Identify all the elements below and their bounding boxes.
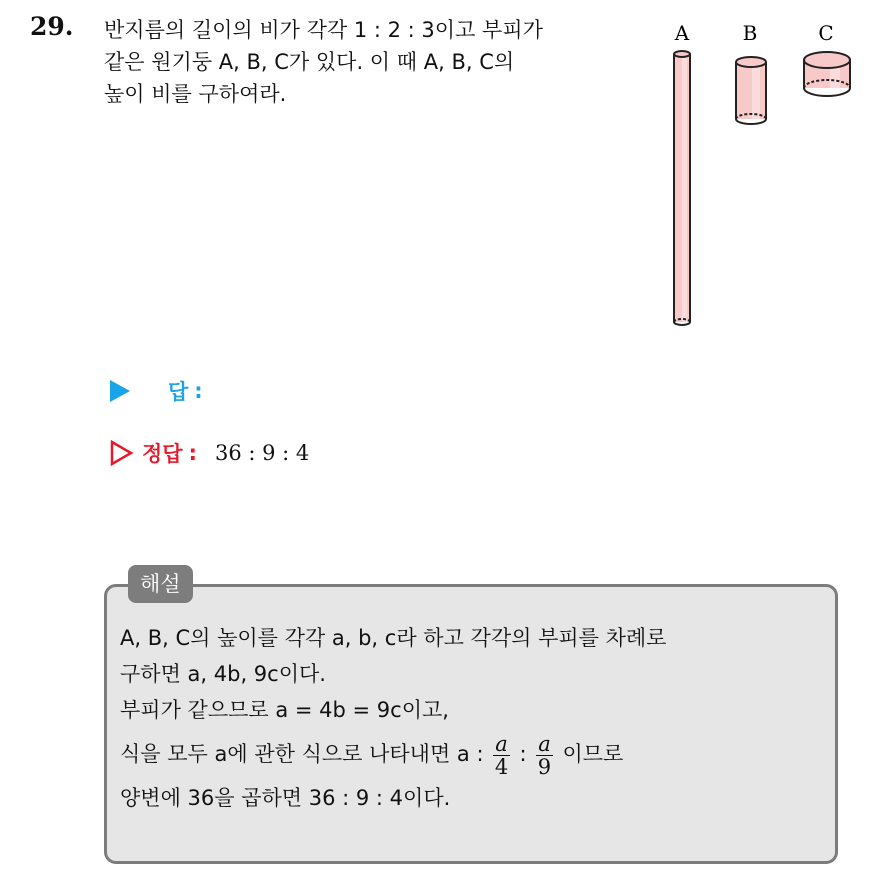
cylinder-a: [674, 51, 690, 325]
correct-answer-label: 정답: [142, 442, 183, 466]
explanation-line-fraction: [120, 728, 830, 780]
label-a: A: [674, 21, 690, 45]
label-c: C: [818, 21, 834, 45]
explanation-text: [120, 620, 830, 816]
question-line: 같은 원기둥 A, B, C가 있다. 이 때 A, B, C의: [104, 50, 515, 74]
frac1-denominator: 4: [494, 754, 509, 779]
line4-suffix: 이므로: [562, 742, 624, 766]
answer-input-row: [110, 376, 203, 406]
correct-answer-row: [110, 438, 309, 468]
answer-label: 답: [168, 380, 189, 404]
fraction-a-over-9: [536, 733, 553, 778]
explanation-tag: 해설: [128, 565, 193, 603]
play-arrow-icon: [110, 380, 130, 402]
label-b: B: [742, 21, 758, 45]
question-line: 높이 비를 구하여라.: [104, 82, 287, 106]
explanation-line: 양변에 36을 곱하면 36 : 9 : 4이다.: [120, 786, 451, 810]
frac2-denominator: 9: [537, 754, 552, 779]
outline-arrow-icon: [110, 440, 134, 466]
question-number: 29.: [30, 12, 74, 41]
cylinder-b: [736, 57, 766, 124]
answer-colon: :: [194, 379, 203, 403]
explanation-line: A, B, C의 높이를 각각 a, b, c라 하고 각각의 부피를 차례로: [120, 626, 667, 650]
question-text: [104, 14, 649, 110]
question-line: 반지름의 길이의 비가 각각 1 : 2 : 3이고 부피가: [104, 18, 543, 42]
frac1-numerator: a: [495, 731, 508, 756]
correct-answer-colon: :: [188, 441, 197, 465]
correct-answer-value: 36 : 9 : 4: [214, 441, 310, 465]
line4-prefix: 식을 모두 a에 관한 식으로 나타내면 a :: [120, 742, 484, 766]
fraction-a-over-4: [493, 733, 510, 778]
explanation-line: 구하면 a, 4b, 9c이다.: [120, 662, 326, 686]
frac-separator: :: [519, 742, 527, 766]
frac2-numerator: a: [538, 731, 551, 756]
cylinder-c: [804, 52, 850, 96]
explanation-line: 부피가 같으므로 a = 4b = 9c이고,: [120, 698, 449, 722]
cylinders-figure: [660, 18, 870, 338]
